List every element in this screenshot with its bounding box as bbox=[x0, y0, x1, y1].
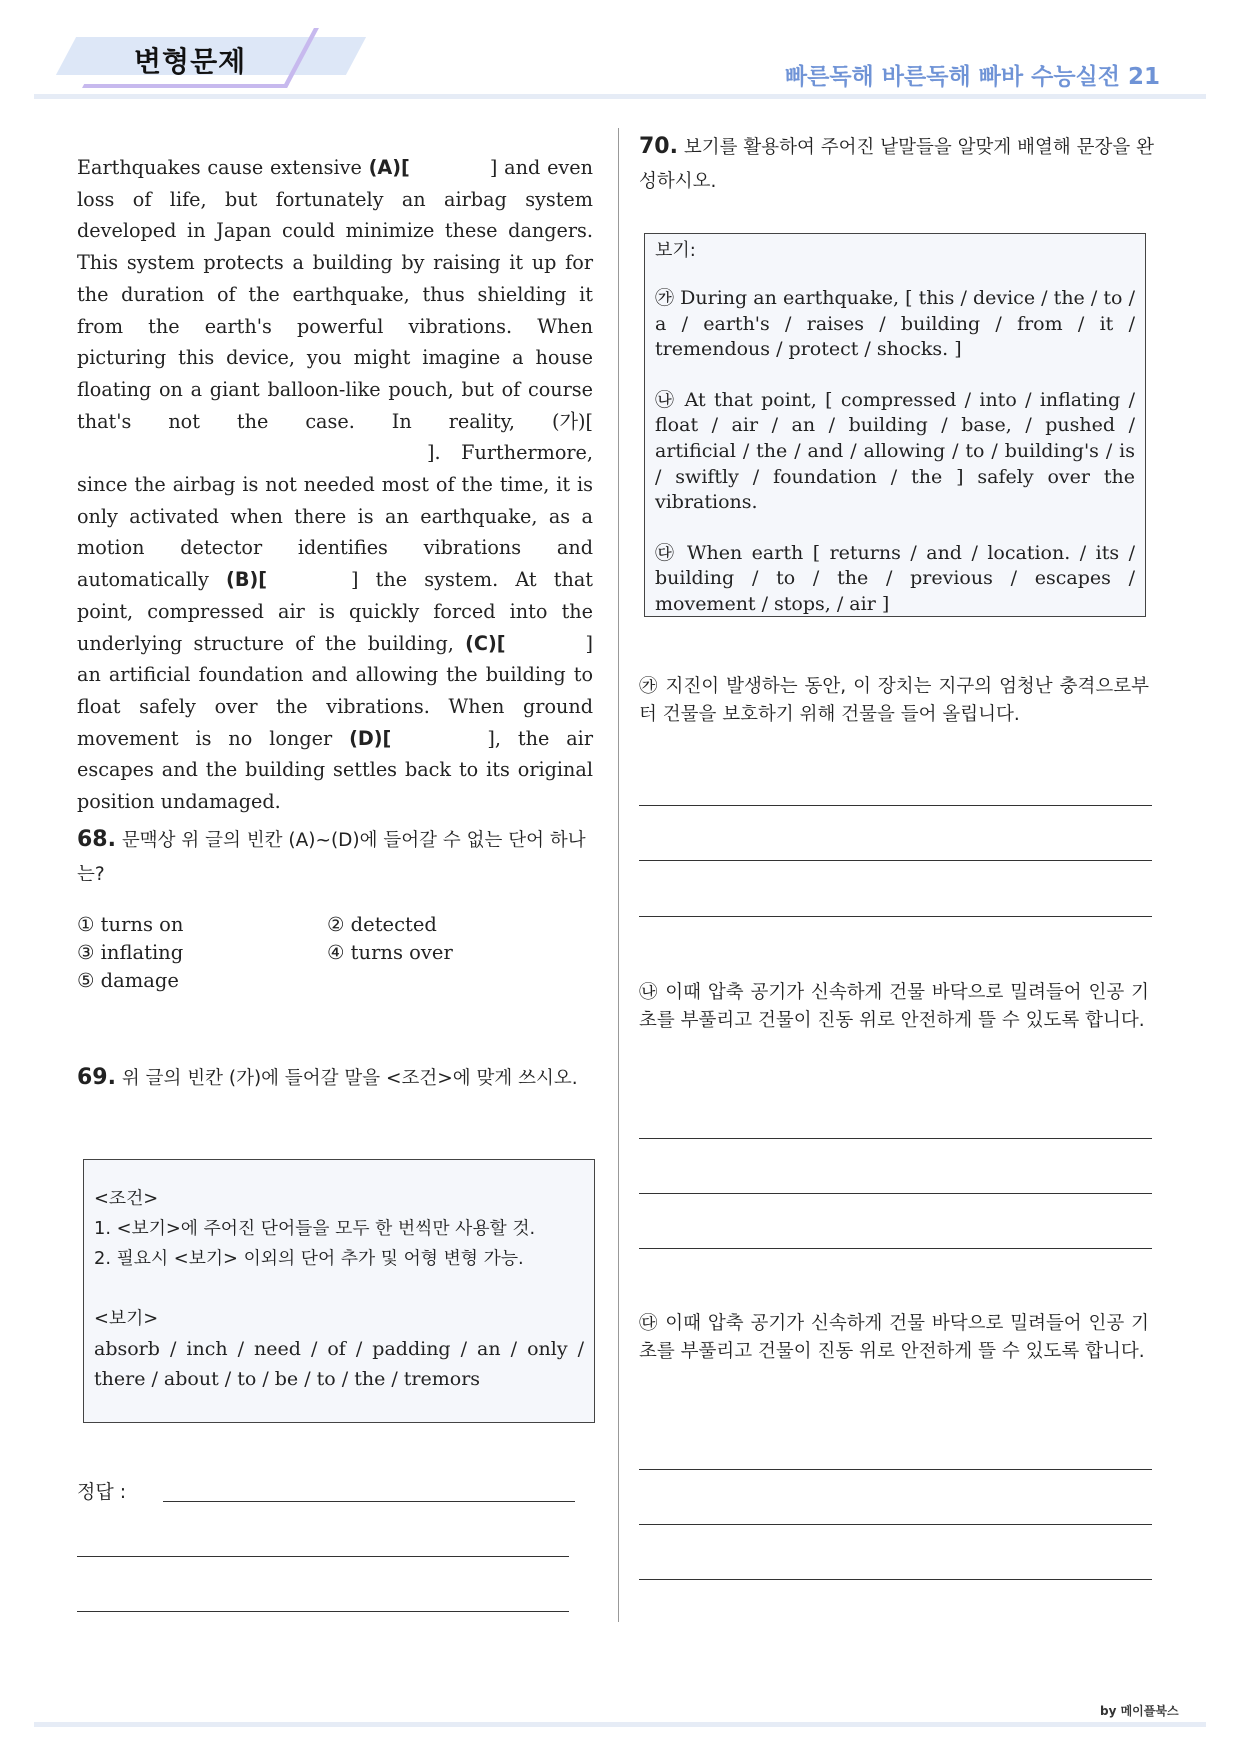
korean-translation-na: ㉯ 이때 압축 공기가 신속하게 건물 바닥으로 밀려들어 인공 기초를 부풀리고 건물이 진동 위로 안전하게 뜰 수 있도록 합니다. bbox=[639, 982, 1149, 1031]
passage-text: ] and even loss of life, but fortunately an airbag system developed in Japan could minimize these dangers. This system protects a building by raising it up for the duration of the earthquake, thus shielding it from the earth's powerful vibrations. When picturing this device, you might imagine a house floating on a giant balloon-like pouch, but of course that's not the case. In reality, (가)[ bbox=[77, 156, 593, 433]
option-5[interactable]: ⑤ damage bbox=[77, 969, 179, 992]
passage-text: ] an artificial foundation and allowing the building to float safely over the vibrations. When ground movement is no longer bbox=[77, 631, 593, 750]
answer-line[interactable] bbox=[639, 860, 1152, 861]
question-text: 보기를 활용하여 주어진 낱말들을 알맞게 배열해 문장을 완성하시오. bbox=[639, 137, 1154, 192]
passage-text: ]. Furthermore, since the airbag is not needed most of the time, it is only activated when there is an earthquake, as a motion detector identifies vibrations and automatically bbox=[77, 441, 593, 592]
page-section-title: 변형문제 bbox=[134, 45, 247, 78]
footer-divider bbox=[34, 1722, 1206, 1727]
question-text: 문맥상 위 글의 빈칸 (A)~(D)에 들어갈 수 없는 단어 하나는? bbox=[77, 830, 586, 885]
answer-line[interactable] bbox=[639, 1469, 1152, 1470]
footer-credit: by 메이플북스 bbox=[1100, 1704, 1179, 1718]
question-number: 68. bbox=[77, 827, 116, 852]
answer-line[interactable] bbox=[639, 805, 1152, 806]
option-1[interactable]: ① turns on bbox=[77, 913, 184, 936]
option-3[interactable]: ③ inflating bbox=[77, 941, 184, 964]
answer-line[interactable] bbox=[77, 1611, 569, 1612]
bogi-title: <보기> bbox=[94, 1308, 159, 1329]
answer-line[interactable] bbox=[639, 1138, 1152, 1139]
blank-b-label: (B)[ bbox=[226, 568, 267, 592]
option-4[interactable]: ④ turns over bbox=[327, 941, 453, 964]
answer-line[interactable] bbox=[639, 1248, 1152, 1249]
scramble-item-ga: ㉮ During an earthquake, [ this / device / the / to / a / earth's / raises / building / from / it / tremendous / protect / shocks. ] bbox=[655, 287, 1135, 361]
question-69 bbox=[77, 1061, 597, 1096]
passage-text: ], the air escapes and the building settles back to its original position undamaged. bbox=[77, 726, 593, 814]
condition-1: 1. <보기>에 주어진 단어들을 모두 한 번씩만 사용할 것. bbox=[94, 1218, 536, 1239]
korean-translation-ga: ㉮ 지진이 발생하는 동안, 이 장치는 지구의 엄청난 충격으로부터 건물을 보호하기 위해 건물을 들어 올립니다. bbox=[639, 676, 1149, 725]
korean-translation-da: ㉰ 이때 압축 공기가 신속하게 건물 바닥으로 밀려들어 인공 기초를 부풀리고 건물이 진동 위로 안전하게 뜰 수 있도록 합니다. bbox=[639, 1313, 1149, 1362]
answer-line[interactable] bbox=[77, 1556, 569, 1557]
question-70 bbox=[639, 130, 1159, 199]
question-text: 위 글의 빈칸 (가)에 들어갈 말을 <조건>에 맞게 쓰시오. bbox=[121, 1068, 578, 1089]
blank-d-label: (D)[ bbox=[349, 726, 392, 750]
reading-passage bbox=[77, 152, 593, 818]
answer-line[interactable] bbox=[639, 1193, 1152, 1194]
condition-2: 2. 필요시 <보기> 이외의 단어 추가 및 어형 변형 가능. bbox=[94, 1248, 524, 1269]
scramble-item-na: ㉯ At that point, [ compressed / into / inflating / float / air / an / building / base, / pushed / artificial / the / and / allowing / to / building's / is / swiftly / foundation / the ] safely over the vibrations. bbox=[655, 388, 1135, 514]
condition-title: <조건> bbox=[94, 1188, 159, 1209]
blank-c-label: (C)[ bbox=[465, 631, 506, 655]
option-2[interactable]: ② detected bbox=[327, 913, 437, 936]
answer-line[interactable] bbox=[639, 916, 1152, 917]
column-divider bbox=[618, 128, 619, 1622]
answer-line[interactable] bbox=[163, 1501, 575, 1502]
answer-label: 정답 : bbox=[77, 1481, 127, 1503]
passage-text: Earthquakes cause extensive bbox=[77, 156, 362, 179]
passage-text: ] the system. At that point, compressed air is quickly forced into the underlying structure of the building, bbox=[77, 568, 593, 655]
header-divider bbox=[34, 94, 1206, 99]
bogi-words: absorb / inch / need / of / padding / an / only / there / about / to / be / to / the / tremors bbox=[94, 1338, 584, 1390]
book-title: 빠른독해 바른독해 빠바 수능실전 21 bbox=[784, 64, 1160, 90]
bogi-box bbox=[644, 233, 1146, 617]
answer-line[interactable] bbox=[639, 1579, 1152, 1580]
answer-line[interactable] bbox=[639, 1524, 1152, 1525]
question-number: 69. bbox=[77, 1065, 116, 1090]
bogi-label: 보기: bbox=[655, 240, 696, 261]
blank-a-label: (A)[ bbox=[368, 156, 410, 179]
scramble-item-da: ㉰ When earth [ returns / and / location. / its / building / to / the / previous / escapes / movement / stops, / air ] bbox=[655, 541, 1135, 615]
question-number: 70. bbox=[639, 134, 678, 159]
question-68 bbox=[77, 823, 597, 892]
condition-box bbox=[83, 1159, 595, 1423]
